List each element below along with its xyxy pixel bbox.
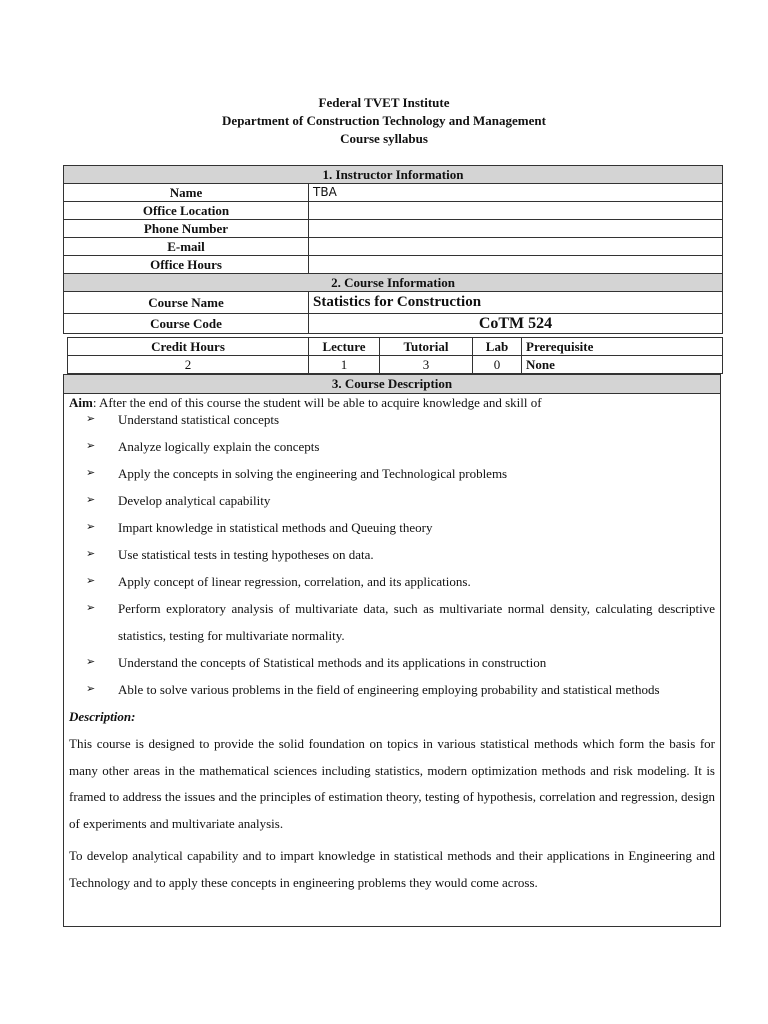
document-title: Course syllabus (340, 131, 428, 146)
prerequisite-header: Prerequisite (522, 338, 723, 356)
institute-name: Federal TVET Institute (318, 95, 450, 110)
arrow-bullet-icon: ➢ (86, 521, 96, 533)
list-item: ➢ Understand statistical concepts (86, 406, 715, 433)
aim-label: Aim (69, 395, 93, 410)
office-location-value (309, 202, 723, 220)
lab-header: Lab (473, 338, 522, 356)
email-value (309, 238, 723, 256)
name-label: Name (64, 184, 309, 202)
arrow-bullet-icon: ➢ (86, 494, 96, 506)
instructor-course-table (63, 165, 723, 334)
arrow-bullet-icon: ➢ (86, 548, 96, 560)
arrow-bullet-icon: ➢ (86, 440, 96, 452)
list-item: ➢ Apply concept of linear regression, correlation, and its applications. (86, 568, 715, 595)
email-label: E-mail (64, 238, 309, 256)
table-row (68, 338, 723, 356)
objectives-list (64, 406, 720, 703)
arrow-bullet-icon: ➢ (86, 656, 96, 668)
credit-hours-header: Credit Hours (68, 338, 309, 356)
arrow-bullet-icon: ➢ (86, 413, 96, 425)
table-row (64, 220, 723, 238)
list-item: ➢ Perform exploratory analysis of multivariate data, such as multivariate normal density, calculating descriptive statistics, testing for multivariate normality. (86, 595, 715, 649)
lab-value: 0 (473, 356, 522, 374)
list-item: ➢ Use statistical tests in testing hypotheses on data. (86, 541, 715, 568)
document-header (0, 94, 768, 148)
table-row (64, 314, 723, 334)
description-paragraph-1: This course is designed to provide the solid foundation on topics in various statistical methods which form the basis for many other areas in the mathematical sciences including statistics, modern optimization methods and risk modeling. It is framed to address the issues and the principles of estimation theory, testing of hypothesis, correlation and regression, design of experiments and multivariate analysis. (69, 736, 715, 831)
name-value: TBA (309, 184, 723, 202)
tutorial-header: Tutorial (380, 338, 473, 356)
prerequisite-value: None (522, 356, 723, 374)
credit-hours-table (67, 337, 723, 374)
course-code-value: CoTM 524 (309, 314, 723, 334)
list-item: ➢ Apply the concepts in solving the engineering and Technological problems (86, 460, 715, 487)
instructor-section-title: 1. Instructor Information (64, 166, 723, 184)
tutorial-value: 3 (380, 356, 473, 374)
department-name: Department of Construction Technology and Management (222, 113, 546, 128)
arrow-bullet-icon: ➢ (86, 683, 96, 695)
description-label: Description: (69, 709, 136, 724)
credit-hours-value: 2 (68, 356, 309, 374)
description-section-title: 3. Course Description (64, 375, 720, 394)
course-section-title: 2. Course Information (64, 274, 723, 292)
aim-text: : After the end of this course the student will be able to acquire knowledge and skill of (92, 395, 542, 410)
phone-number-value (309, 220, 723, 238)
list-item: ➢ Develop analytical capability (86, 487, 715, 514)
lecture-header: Lecture (309, 338, 380, 356)
office-hours-label: Office Hours (64, 256, 309, 274)
table-row (64, 292, 723, 314)
list-item: ➢ Impart knowledge in statistical methods and Queuing theory (86, 514, 715, 541)
course-description-section (63, 374, 721, 927)
arrow-bullet-icon: ➢ (86, 575, 96, 587)
table-row (64, 238, 723, 256)
lecture-value: 1 (309, 356, 380, 374)
list-item: ➢ Able to solve various problems in the field of engineering employing probability and statistical methods (86, 676, 715, 703)
office-hours-value (309, 256, 723, 274)
table-row (68, 356, 723, 374)
arrow-bullet-icon: ➢ (86, 467, 96, 479)
description-paragraph-2: To develop analytical capability and to impart knowledge in statistical methods and their applications in Engineering and Technology and to apply these concepts in engineering problems they would come across. (69, 848, 715, 890)
table-row (64, 202, 723, 220)
table-row (64, 184, 723, 202)
list-item: ➢ Analyze logically explain the concepts (86, 433, 715, 460)
office-location-label: Office Location (64, 202, 309, 220)
course-name-label: Course Name (64, 292, 309, 314)
course-code-label: Course Code (64, 314, 309, 334)
arrow-bullet-icon: ➢ (86, 602, 96, 614)
table-row (64, 256, 723, 274)
list-item: ➢ Understand the concepts of Statistical methods and its applications in construction (86, 649, 715, 676)
course-name-value: Statistics for Construction (309, 292, 723, 314)
phone-number-label: Phone Number (64, 220, 309, 238)
